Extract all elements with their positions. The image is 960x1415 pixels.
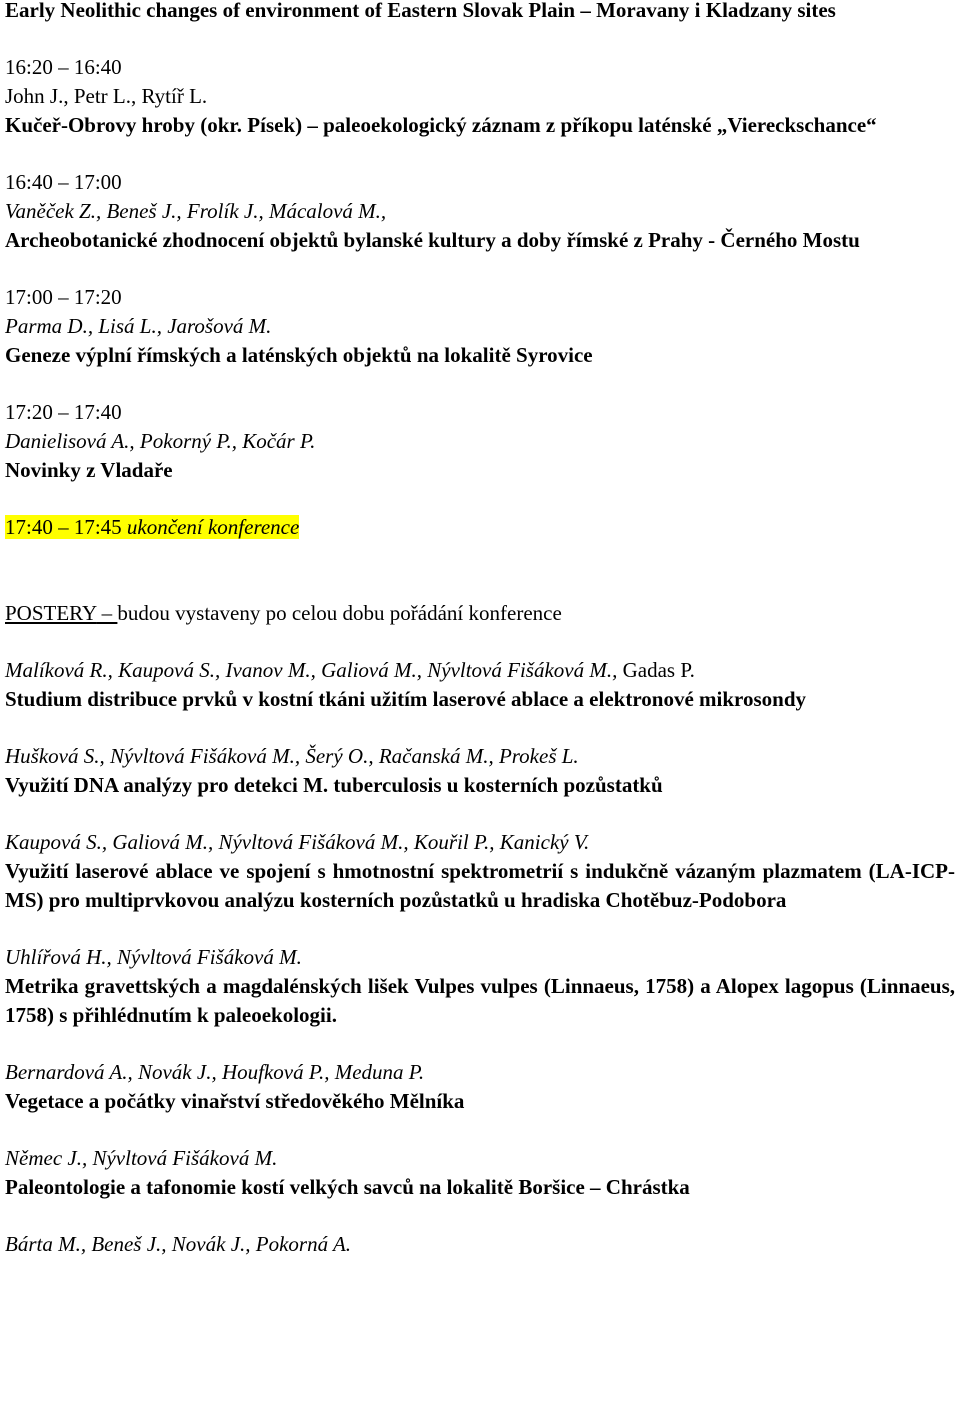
talk-authors: Danielisová A., Pokorný P., Kočár P. — [5, 429, 316, 453]
talk-authors: Vaněček Z., Beneš J., Frolík J., Mácalová M., — [5, 199, 387, 223]
talk-time: 16:20 – 16:40 — [5, 55, 122, 79]
talk-title: Geneze výplní římských a laténských objektů na lokalitě Syrovice — [5, 343, 593, 367]
poster-title: Studium distribuce prvků v kostní tkáni užitím laserové ablace a elektronové mikrosondy — [5, 687, 806, 711]
poster-authors: Uhlířová H., Nývltová Fišáková M. — [5, 945, 302, 969]
spacer — [5, 915, 955, 943]
spacer — [5, 714, 955, 742]
poster-title: Vegetace a počátky vinařství středověkého Mělníka — [5, 1089, 465, 1113]
spacer — [5, 1202, 955, 1230]
posters-heading: POSTERY – — [5, 601, 118, 625]
spacer — [5, 140, 955, 168]
talk-time: 16:40 – 17:00 — [5, 170, 122, 194]
talk-time: 17:00 – 17:20 — [5, 285, 122, 309]
poster-authors: Hušková S., Nývltová Fišáková M., Šerý O., Račanská M., Prokeš L. — [5, 744, 579, 768]
talk-title-opening: Early Neolithic changes of environment of Eastern Slovak Plain – Moravany i Kladzany sites — [5, 0, 836, 22]
poster-authors: Němec J., Nývltová Fišáková M. — [5, 1146, 278, 1170]
closing-highlight — [5, 515, 299, 539]
spacer — [5, 542, 955, 599]
closing-label: ukončení konference — [126, 515, 300, 539]
closing-time: 17:40 – 17:45 — [5, 515, 122, 539]
poster-authors: Bernardová A., Novák J., Houfková P., Meduna P. — [5, 1060, 425, 1084]
spacer — [5, 1116, 955, 1144]
spacer — [5, 255, 955, 283]
spacer — [5, 1030, 955, 1058]
spacer — [5, 370, 955, 398]
talk-time: 17:20 – 17:40 — [5, 400, 122, 424]
talk-title: Kučeř-Obrovy hroby (okr. Písek) – paleoekologický záznam z příkopu laténské „Viereckschance“ — [5, 113, 877, 137]
poster-title: Paleontologie a tafonomie kostí velkých savců na lokalitě Boršice – Chrástka — [5, 1175, 690, 1199]
program-document — [5, 0, 955, 1259]
poster-title: Metrika gravettských a magdalénských lišek Vulpes vulpes (Linnaeus, 1758) a Alopex lagopus (Linnaeus, 1758) s přihlédnutím k paleoekologii. — [5, 974, 955, 1027]
poster-title: Využití DNA analýzy pro detekci M. tuberculosis u kosterních pozůstatků — [5, 773, 663, 797]
closing-line — [5, 513, 955, 542]
talk-title: Archeobotanické zhodnocení objektů bylanské kultury a doby římské z Prahy - Černého Mostu — [5, 228, 860, 252]
poster-title: Využití laserové ablace ve spojení s hmotnostní spektrometrií s indukčně vázaným plazmatem (LA-ICP-MS) pro multiprvkovou analýzu kosterních pozůstatků u hradiska Chotěbuz-Podobora — [5, 859, 955, 912]
spacer — [5, 485, 955, 513]
talk-authors: Parma D., Lisá L., Jarošová M. — [5, 314, 272, 338]
poster-authors: Malíková R., Kaupová S., Ivanov M., Galiová M., Nývltová Fišáková M., Gadas P. — [5, 658, 695, 682]
talk-authors: John J., Petr L., Rytíř L. — [5, 84, 208, 108]
poster-authors: Bárta M., Beneš J., Novák J., Pokorná A. — [5, 1232, 352, 1256]
spacer — [5, 25, 955, 53]
spacer — [5, 800, 955, 828]
poster-authors: Kaupová S., Galiová M., Nývltová Fišáková M., Kouřil P., Kanický V. — [5, 830, 590, 854]
spacer — [5, 628, 955, 656]
talk-title: Novinky z Vladaře — [5, 458, 173, 482]
posters-subtitle: budou vystaveny po celou dobu pořádání konference — [117, 601, 562, 625]
posters-heading-line — [5, 599, 955, 628]
